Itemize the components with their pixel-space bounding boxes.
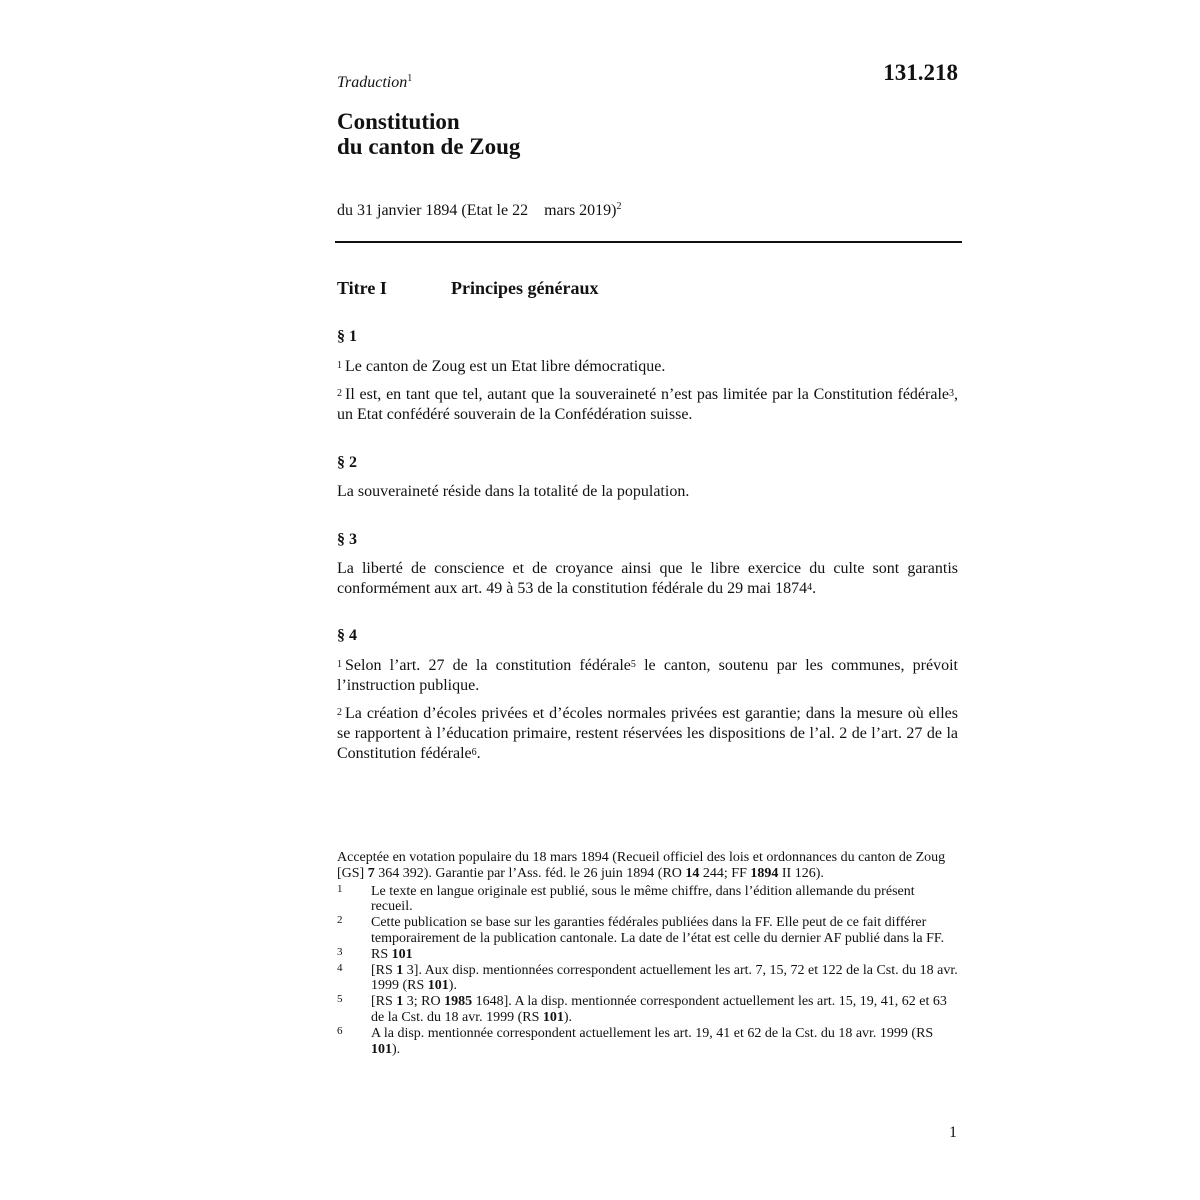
paragraph-number: 2 [337,707,342,718]
footnote-text: Le texte en langue originale est publié, sous le même chiffre, dans l’édition allemande du présent recueil. [371,883,915,915]
footnote-ref-6[interactable]: 6 [471,747,477,758]
title-heading [337,278,599,299]
footnote-3 [337,947,958,963]
footnote-bold: 14 [685,865,700,881]
paragraph-text: Le canton de Zoug est un Etat libre démocratique. [345,358,666,375]
footnote-bold: 101 [391,946,413,962]
footnote-ref-3[interactable]: 3 [949,388,954,399]
document-title-line2: du canton de Zoug [337,134,521,159]
section-4-paragraph-1 [337,656,958,696]
title-label: Titre I [337,278,387,298]
footnote-number: 2 [337,914,343,927]
footnote-text: ). [392,1041,401,1057]
footnote-number: 4 [337,961,343,974]
footnote-4 [337,963,958,995]
document-number: 131.218 [883,60,958,85]
document-title-line1: Constitution [337,109,460,134]
footnote-bold: 1 [396,962,404,978]
footnote-text: ). [563,1009,573,1025]
section-4-paragraph-2 [337,704,958,764]
header-divider [335,241,962,243]
footnote-text: A la disp. mentionnée correspondent actuellement les art. 19, 41 et 62 de la Cst. du 18 avr. 1999 (RS [371,1025,934,1041]
date-text: du 31 janvier 1894 (Etat le 22 mars 2019) [337,202,617,219]
footnote-5 [337,994,958,1026]
footnote-1 [337,884,958,916]
footnote-bold: 1894 [750,865,779,881]
paragraph-number: 2 [337,388,342,399]
translation-text: Traduction [337,74,408,91]
paragraph-number: 1 [337,659,342,670]
footnote-text: Acceptée en votation populaire du 18 mars 1894 (Recueil officiel des lois et ordonnances du canton de Zoug [GS] [337,850,946,881]
section-heading-1: § 1 [337,328,357,345]
document-date [337,202,622,220]
footnote-intro [337,850,958,882]
page-number: 1 [949,1124,957,1141]
footnote-number: 1 [337,882,343,895]
paragraph-text: Il est, en tant que tel, autant que la souveraineté n’est pas limitée par la Constitution fédérale [345,386,949,403]
footnote-ref-4[interactable]: 4 [807,582,813,593]
footnote-2 [337,915,958,947]
section-heading-4: § 4 [337,627,357,644]
footnote-bold: 1 [396,994,404,1010]
footnote-text: 3]. Aux disp. mentionnées correspondent actuellement les art. 7, 15, 72 et 122 de la Cst. du 18 avr. 1999 (RS [371,962,958,994]
paragraph-text-cont: le canton, soutenu par les communes, prévoit l’instruction publique. [337,657,958,694]
footnote-text: ). [448,978,457,994]
footnote-number: 5 [337,993,343,1006]
footnote-text: 1648]. A la disp. mentionnée correspondent actuellement les art. 15, 19, 41, 62 et 63 de la Cst. du 18 avr. 1999 (RS [371,994,947,1025]
footnote-ref-5[interactable]: 5 [630,659,636,670]
footnote-6 [337,1026,958,1058]
paragraph-text: La liberté de conscience et de croyance ainsi que le libre exercice du culte sont garantis conformément aux art. 49 à 53 de la constitution fédérale du 29 mai 1874 [337,560,958,597]
footnote-text: 244; FF [699,865,751,881]
footnote-text: RS [371,946,392,962]
section-2-paragraph-1: La souveraineté réside dans la totalité de la population. [337,483,690,500]
title-name: Principes généraux [451,278,599,298]
footnote-number: 6 [337,1024,343,1037]
footnote-number: 3 [337,945,343,958]
footnote-bold: 101 [427,978,449,994]
footnote-ref-1[interactable]: 1 [407,73,413,84]
paragraph-text: La création d’écoles privées et d’écoles normales privées est garantie; dans la mesure où elles se rapportent à l’éducation primaire, restent réservées les dispositions de l’al. 2 de l’art. 27 de la Constitution fédérale [337,705,958,762]
footnote-text: [RS [371,962,397,978]
footnote-bold: 1985 [444,994,473,1010]
footnote-text: 364 392). Garantie par l’Ass. féd. le 26 juin 1894 (RO [374,865,686,881]
translation-label [337,74,412,92]
footnotes [337,850,958,1057]
footnote-text: [RS [371,994,397,1010]
section-3-paragraph-1 [337,559,958,599]
section-1-paragraph-1 [337,357,958,377]
paragraph-text-cont: , un Etat confédéré souverain de la Confédération suisse. [337,386,958,423]
footnote-bold: 7 [367,865,375,881]
footnote-bold: 101 [371,1041,392,1057]
footnote-text: II 126). [778,865,824,881]
paragraph-text: Selon l’art. 27 de la constitution fédérale [345,657,631,674]
footnote-ref-2[interactable]: 2 [616,201,622,212]
footnote-bold: 101 [542,1009,564,1025]
footnote-text: 3; RO [403,994,445,1010]
section-heading-3: § 3 [337,531,357,548]
section-heading-2: § 2 [337,454,357,471]
paragraph-number: 1 [337,360,342,371]
paragraph-end: . [476,745,481,762]
section-1-paragraph-2 [337,385,958,425]
footnote-text: Cette publication se base sur les garanties fédérales publiées dans la FF. Elle peut de ce fait différer temporairement de la publication cantonale. La date de l’état est celle du dernier AF publié dans la FF. [371,915,945,946]
document-title [337,109,520,159]
paragraph-end: . [812,580,817,597]
